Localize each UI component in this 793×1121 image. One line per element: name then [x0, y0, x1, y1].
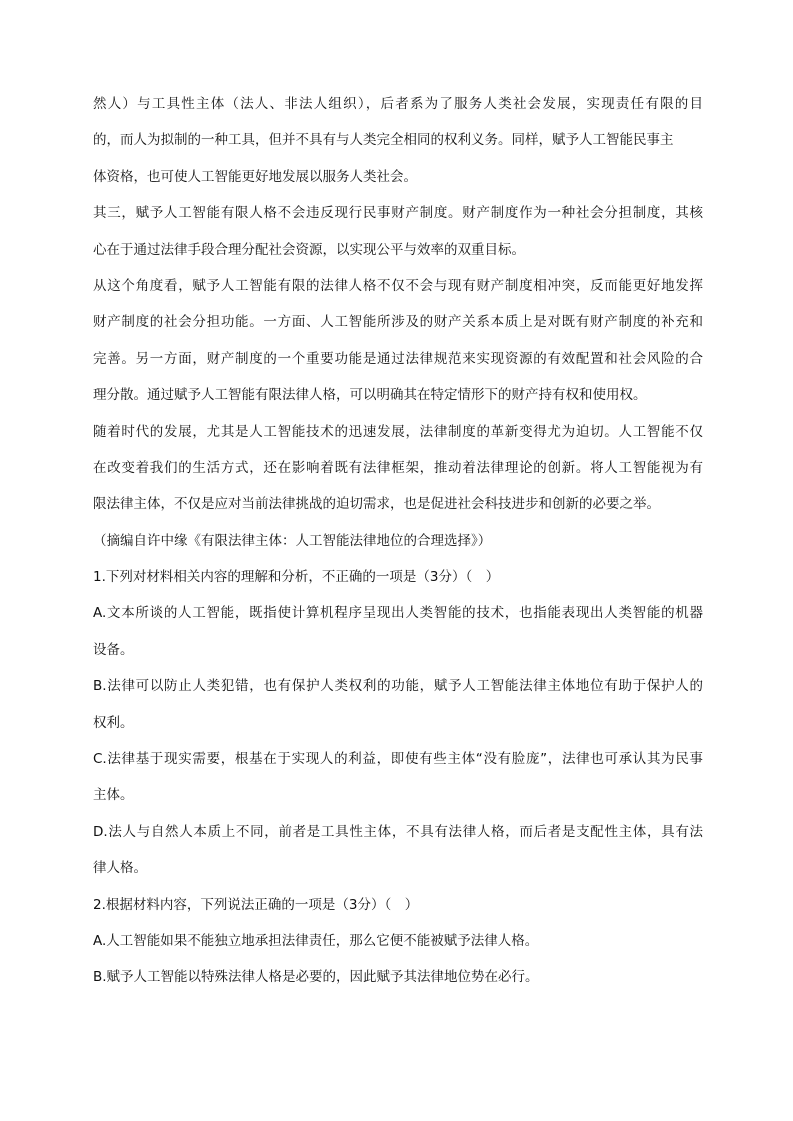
question-1-option-d: D.法人与自然人本质上不同，前者是工具性主体，不具有法律人格，而后者是支配性主体，具有法 [93, 823, 703, 840]
paragraph-line: 理分散。通过赋予人工智能有限法律人格，可以明确其在特定情形下的财产持有权和使用权。 [93, 387, 647, 404]
question-2-option-b: B.赋予人工智能以特殊法律人格是必要的，因此赋予其法律地位势在必行。 [93, 969, 539, 986]
question-2-option-a: A.人工智能如果不能独立地承担法律责任，那么它便不能被赋予法律人格。 [93, 932, 539, 949]
paragraph-line: 在改变着我们的生活方式，还在影响着既有法律框架，推动着法律理论的创新。将人工智能视为有 [93, 459, 703, 476]
question-1-option-c-cont: 主体。 [93, 787, 134, 804]
paragraph-line: 其三，赋予人工智能有限人格不会违反现行民事财产制度。财产制度作为一种社会分担制度，其核 [93, 205, 703, 222]
paragraph-line: 完善。另一方面，财产制度的一个重要功能是通过法律规范来实现资源的有效配置和社会风险的合 [93, 350, 703, 367]
paragraph-line: 心在于通过法律手段合理分配社会资源，以实现公平与效率的双重目标。 [93, 241, 525, 258]
question-1-option-a: A.文本所谈的人工智能，既指使计算机程序呈现出人类智能的技术，也指能表现出人类智能的机器 [93, 605, 703, 622]
paragraph-line: 随着时代的发展，尤其是人工智能技术的迅速发展，法律制度的革新变得尤为迫切。人工智能不仅 [93, 423, 703, 440]
document-body [93, 86, 703, 996]
question-1-stem: 1.下列对材料相关内容的理解和分析，不正确的一项是（3分）（ ） [93, 569, 500, 586]
source-citation: （摘编自许中缘《有限法律主体：人工智能法律地位的合理选择》） [93, 532, 492, 549]
paragraph-line: 的，而人为拟制的一种工具，但并不具有与人类完全相同的权利义务。同样，赋予人工智能民事主 [93, 132, 674, 149]
question-1-option-b-cont: 权利。 [93, 714, 134, 731]
question-1-option-a-cont: 设备。 [93, 641, 134, 658]
paragraph-line: 然人）与工具性主体（法人、非法人组织），后者系为了服务人类社会发展，实现责任有限的目 [93, 96, 703, 112]
paragraph-line: 从这个角度看，赋予人工智能有限的法律人格不仅不会与现有财产制度相冲突，反而能更好地发挥 [93, 277, 703, 294]
paragraph-line: 限法律主体，不仅是应对当前法律挑战的迫切需求，也是促进社会科技进步和创新的必要之举。 [93, 496, 660, 513]
paragraph-line: 财产制度的社会分担功能。一方面、人工智能所涉及的财产关系本质上是对既有财产制度的补充和 [93, 314, 703, 331]
question-1-option-b: B.法律可以防止人类犯错，也有保护人类权利的功能，赋予人工智能法律主体地位有助于保护人的 [93, 678, 703, 695]
question-1-option-c: C.法律基于现实需要，根基在于实现人的利益，即使有些主体“没有脸庞”，法律也可承认其为民事 [93, 751, 703, 768]
question-2-stem: 2.根据材料内容，下列说法正确的一项是（3分）（ ） [93, 896, 419, 913]
question-1-option-d-cont: 律人格。 [93, 860, 147, 877]
paragraph-line: 体资格，也可使人工智能更好地发展以服务人类社会。 [93, 168, 417, 185]
